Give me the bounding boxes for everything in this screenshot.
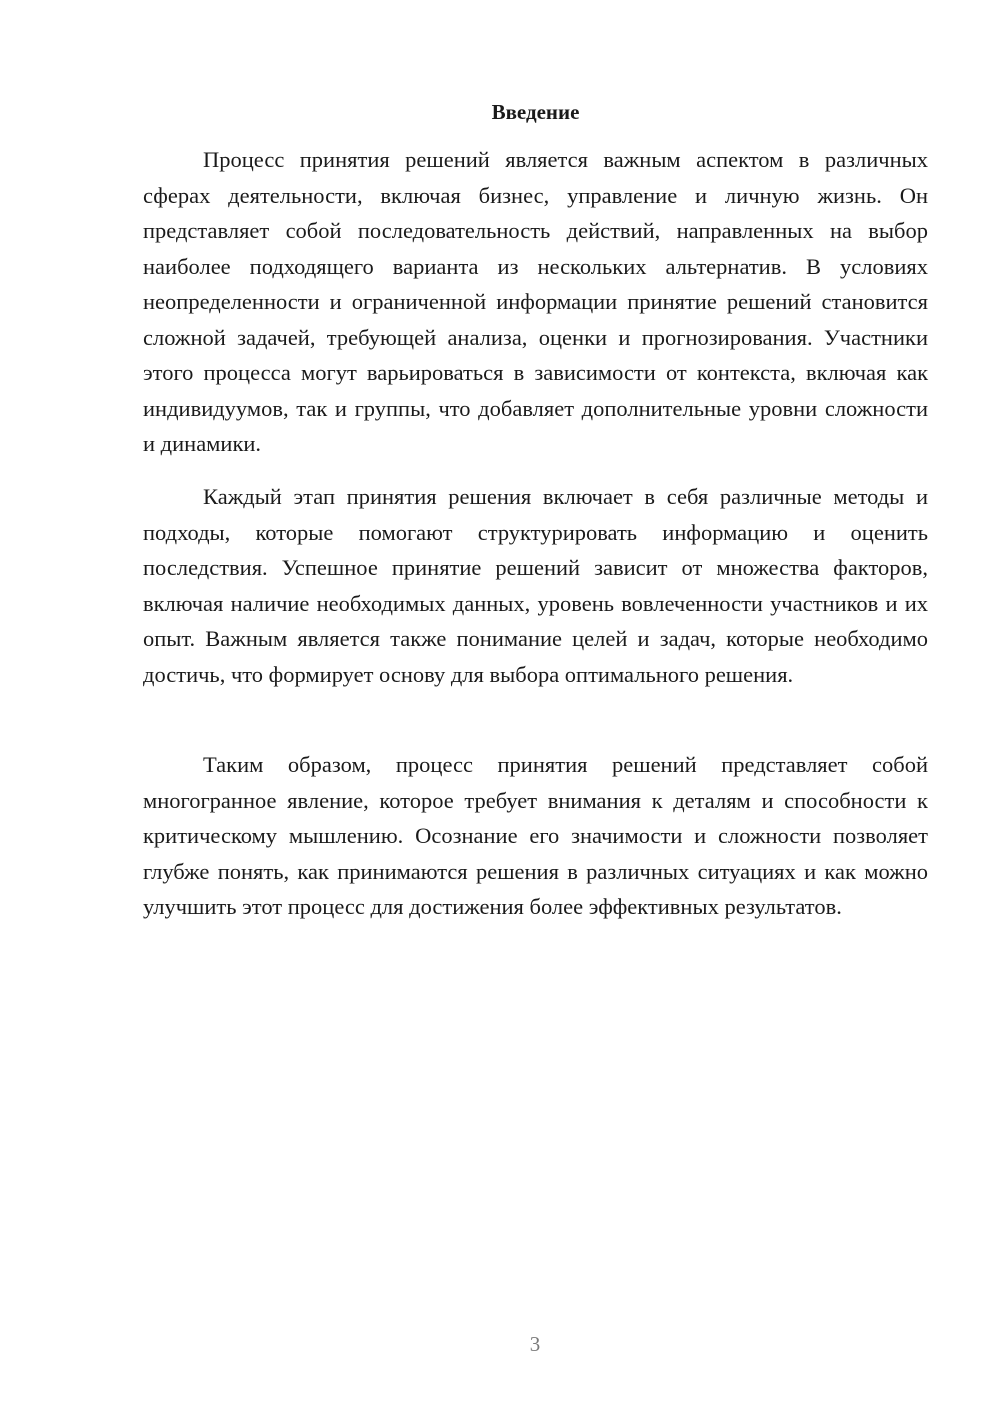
- paragraph-1: Процесс принятия решений является важным аспектом в различных сферах деятельности, включая бизнес, управление и личную жизнь. Он представляет собой последовательность действий, направленных на выбор наиболее подходящего варианта из нескольких альтернатив. В условиях неопределенности и ограниченной информации принятие решений становится сложной задачей, требующей анализа, оценки и прогнозирования. Участники этого процесса могут варьироваться в зависимости от контекста, включая как индивидуумов, так и группы, что добавляет дополнительные уровни сложности и динамики.: [143, 147, 928, 456]
- page-number: 3: [529, 1332, 541, 1356]
- paragraph-2: Каждый этап принятия решения включает в себя различные методы и подходы, которые помогают структурировать информацию и оценить последствия. Успешное принятие решений зависит от множества факторов, включая наличие необходимых данных, уровень вовлеченности участников и их опыт. Важным является также понимание целей и задач, которые необходимо достичь, что формирует основу для выбора оптимального решения.: [143, 484, 928, 687]
- paragraph-3: Таким образом, процесс принятия решений представляет собой многогранное явление, которое требует внимания к деталям и способности к критическому мышлению. Осознание его значимости и сложности позволяет глубже понять, как принимаются решения в различных ситуациях и как можно улучшить этот процесс для достижения более эффективных результатов.: [143, 752, 928, 919]
- section-heading: Введение: [491, 100, 580, 124]
